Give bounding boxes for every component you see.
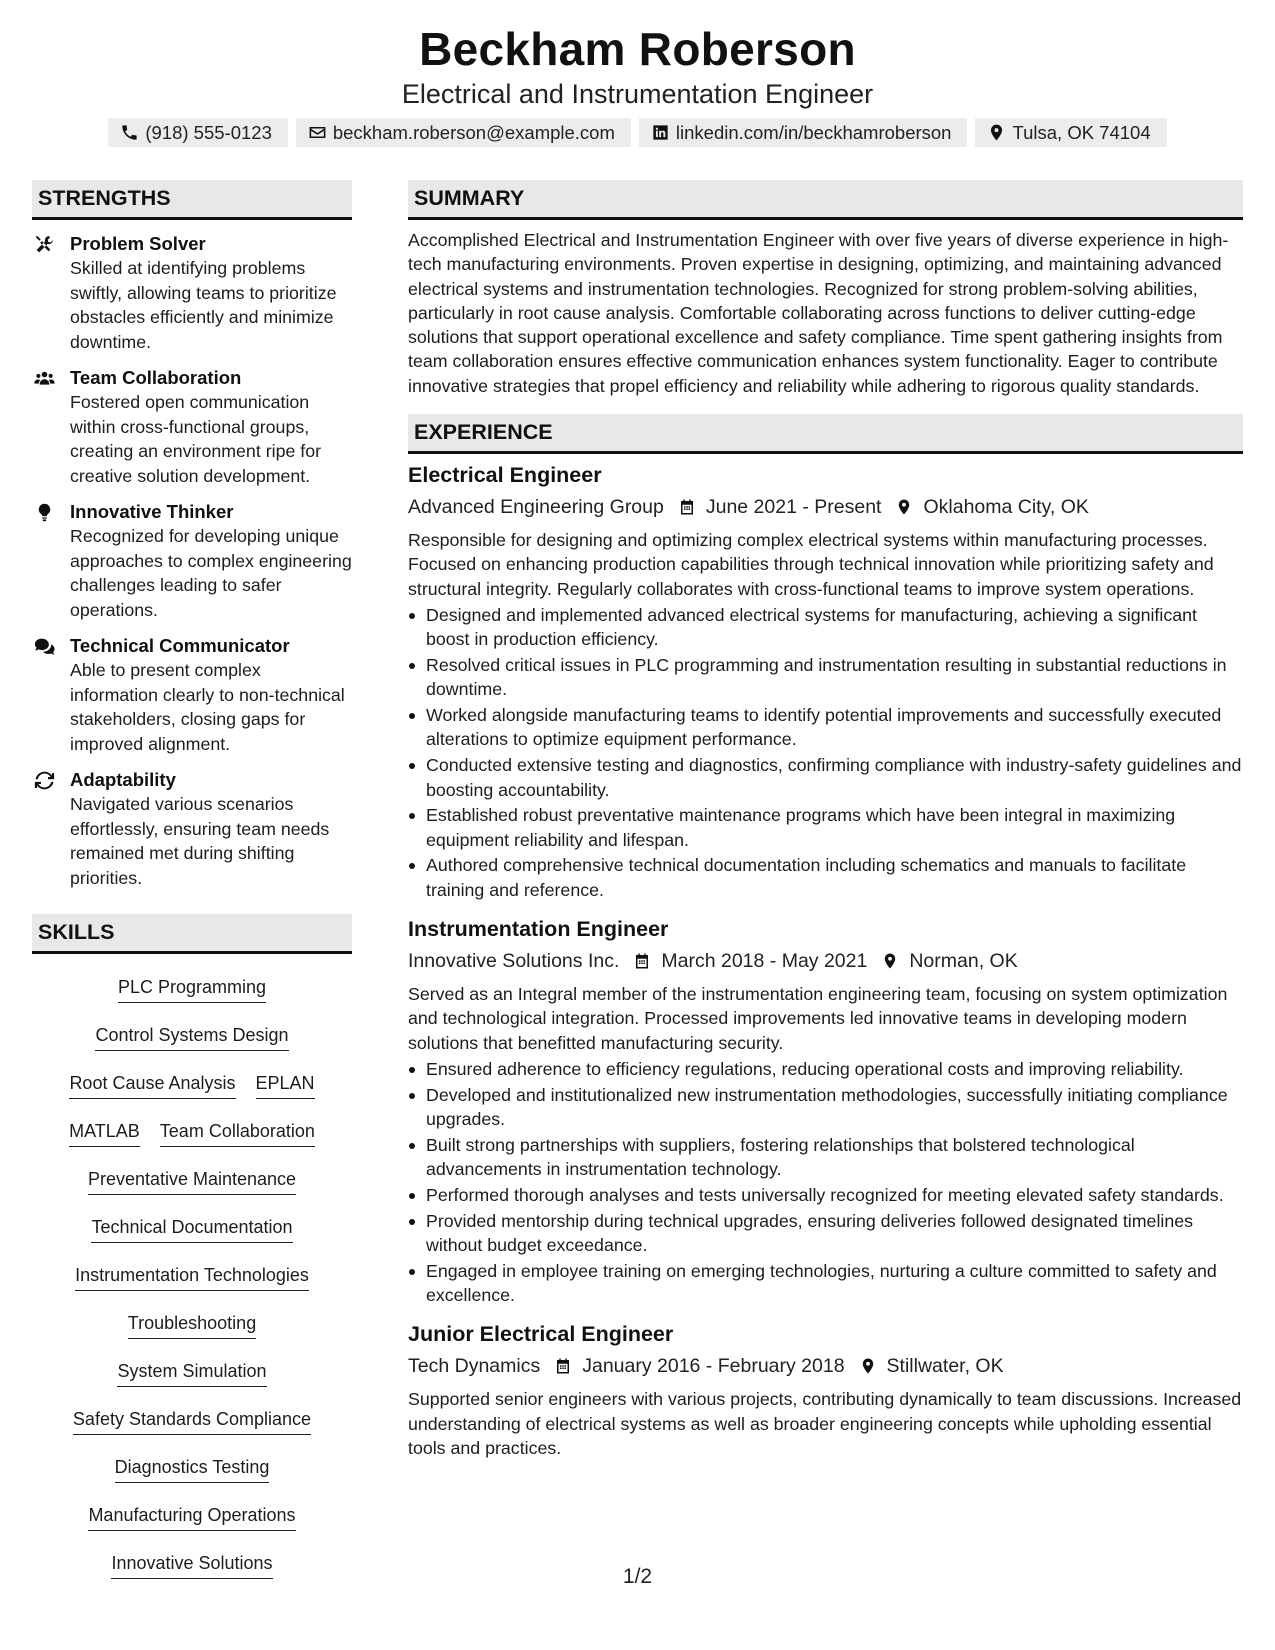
contact-linkedin-text: linkedin.com/in/beckhamroberson (675, 121, 952, 143)
skill-tag: Preventative Maintenance (88, 1167, 296, 1195)
job-dates: March 2018 - May 2021 (661, 950, 868, 973)
skill-tag: Instrumentation Technologies (75, 1263, 309, 1291)
contact-email[interactable] (296, 118, 631, 147)
strength-description: Navigated various scenarios effortlessly, ensuring team needs remained met during shifting priorities. (70, 794, 330, 888)
job-meta (408, 946, 1243, 976)
strength-title: Innovative Thinker (70, 501, 234, 522)
contact-email-text: beckham.roberson@example.com (332, 121, 615, 143)
skills-heading: SKILLS (32, 914, 352, 954)
envelope-icon (308, 123, 327, 142)
experience-heading: EXPERIENCE (408, 414, 1243, 454)
map-pin-icon (895, 498, 913, 516)
candidate-name: Beckham Roberson (419, 23, 856, 75)
job-bullets (408, 1057, 1243, 1307)
job-entry (408, 1319, 1243, 1460)
strength-item (32, 366, 352, 488)
tools-icon (34, 234, 55, 255)
job-location: Oklahoma City, OK (923, 496, 1089, 519)
job-bullet: Established robust preventative maintenance programs which have been integral in maximizing equipment reliability and lifespan. (408, 803, 1243, 852)
contact-location (975, 118, 1166, 147)
job-company: Tech Dynamics (408, 1355, 541, 1378)
job-bullet: Built strong partnerships with suppliers, fostering relationships that bolstered technological advancements in instrumentation technology. (408, 1133, 1243, 1182)
skill-tag: Innovative Solutions (111, 1551, 272, 1579)
strength-title: Team Collaboration (70, 367, 242, 388)
job-title: Electrical Engineer (408, 463, 602, 488)
contact-phone-text: (918) 555-0123 (145, 121, 272, 143)
candidate-title: Electrical and Instrumentation Engineer (401, 79, 874, 109)
strength-title: Technical Communicator (70, 635, 290, 656)
summary-text: Accomplished Electrical and Instrumentation Engineer with over five years of diverse experience in high-tech manufacturing environments. Proven expertise in designing, optimizing, and maintaining advanced electrical systems and instrumentation technologies. Recognized for strong problem-solving abilities, particularly in root cause analysis. Comfortable collaborating across functions to deliver cutting-edge solutions that support operational excellence and safety compliance. Time spent gathering insights from team collaboration ensures effective communication enhances system functionality. Eager to contribute innovative strategies that propel efficiency and reliability while adhering to rigorous quality standards. (408, 230, 1229, 396)
job-bullet: Worked alongside manufacturing teams to identify potential improvements and successfully executed alterations to optimize equipment performance. (408, 703, 1243, 752)
strength-description: Skilled at identifying problems swiftly, allowing teams to prioritize obstacles efficiently and minimize downtime. (70, 258, 337, 352)
strength-title: Adaptability (70, 769, 176, 790)
job-description: Supported senior engineers with various projects, contributing dynamically to team discussions. Increased understanding of electrical systems as well as broader engineering concepts while upholding essential tools and practices. (408, 1389, 1242, 1458)
contact-linkedin[interactable] (639, 118, 968, 147)
contact-phone (108, 118, 288, 147)
page-number: 1/2 (622, 1565, 653, 1588)
lightbulb-icon (34, 502, 55, 523)
skill-tag: Diagnostics Testing (115, 1455, 270, 1483)
comments-icon (34, 636, 55, 657)
summary-heading: SUMMARY (408, 180, 1243, 220)
skill-tag: Team Collaboration (160, 1119, 315, 1147)
contact-location-text: Tulsa, OK 74104 (1012, 121, 1151, 143)
strength-item (32, 232, 352, 354)
skill-tag: System Simulation (117, 1359, 266, 1387)
skill-tag: EPLAN (256, 1071, 315, 1099)
job-company: Innovative Solutions Inc. (408, 950, 620, 973)
job-bullet: Developed and institutionalized new instrumentation methodologies, successfully initiating compliance upgrades. (408, 1083, 1243, 1132)
job-bullet: Resolved critical issues in PLC programming and instrumentation resulting in substantial reductions in downtime. (408, 653, 1243, 702)
skill-tag: Technical Documentation (91, 1215, 292, 1243)
strength-item (32, 768, 352, 890)
map-pin-icon (859, 1357, 877, 1375)
job-title: Instrumentation Engineer (408, 917, 669, 942)
right-column (408, 180, 1243, 1460)
contact-bar (0, 118, 1275, 147)
skills-list (32, 968, 352, 1592)
job-bullet: Conducted extensive testing and diagnostics, confirming compliance with industry-safety guidelines and boosting accountability. (408, 753, 1243, 802)
job-description: Served as an Integral member of the instrumentation engineering team, focusing on system optimization and technological integration. Processed improvements led innovative teams in developing modern solutions that benefitted manufacturing security. (408, 984, 1228, 1053)
job-location: Stillwater, OK (886, 1355, 1004, 1378)
skill-tag: Root Cause Analysis (69, 1071, 235, 1099)
job-entry (408, 914, 1243, 1307)
calendar-icon (554, 1357, 572, 1375)
job-bullet: Engaged in employee training on emerging technologies, nurturing a culture committed to safety and excellence. (408, 1259, 1243, 1308)
job-location: Norman, OK (909, 950, 1018, 973)
skill-tag: Troubleshooting (128, 1311, 256, 1339)
users-icon (34, 368, 55, 389)
sync-icon (34, 770, 55, 791)
resume-header (0, 0, 1275, 147)
strength-description: Able to present complex information clearly to non-technical stakeholders, closing gaps for improved alignment. (70, 660, 345, 754)
left-column (32, 180, 352, 1592)
job-dates: January 2016 - February 2018 (582, 1355, 845, 1378)
job-meta (408, 1351, 1243, 1381)
map-pin-icon (881, 952, 899, 970)
calendar-icon (633, 952, 651, 970)
strength-description: Fostered open communication within cross-functional groups, creating an environment ripe for creative solution development. (70, 392, 322, 486)
job-bullets (408, 603, 1243, 902)
strength-title: Problem Solver (70, 233, 206, 254)
job-title: Junior Electrical Engineer (408, 1322, 674, 1347)
job-description: Responsible for designing and optimizing complex electrical systems within manufacturing processes. Focused on enhancing production capabilities through technical innovation while prioritizing safety and structural integrity. Regularly collaborates with cross-functional teams to improve system operations. (408, 530, 1214, 599)
job-bullet: Provided mentorship during technical upgrades, ensuring deliveries followed designated timelines without budget exceedance. (408, 1209, 1243, 1258)
job-bullet: Authored comprehensive technical documentation including schematics and manuals to facilitate training and reference. (408, 853, 1243, 902)
skill-tag: Manufacturing Operations (88, 1503, 295, 1531)
strength-item (32, 500, 352, 622)
job-meta (408, 492, 1243, 522)
job-dates: June 2021 - Present (705, 496, 882, 519)
phone-icon (120, 123, 139, 142)
skill-tag: MATLAB (69, 1119, 140, 1147)
strength-item (32, 634, 352, 756)
job-company: Advanced Engineering Group (408, 496, 664, 519)
calendar-icon (678, 498, 696, 516)
map-pin-icon (987, 123, 1006, 142)
job-bullet: Ensured adherence to efficiency regulations, reducing operational costs and improving reliability. (408, 1057, 1243, 1081)
strengths-heading: STRENGTHS (32, 180, 352, 220)
linkedin-icon (651, 123, 670, 142)
job-bullet: Designed and implemented advanced electrical systems for manufacturing, achieving a significant boost in production efficiency. (408, 603, 1243, 652)
job-entry (408, 460, 1243, 902)
job-bullet: Performed thorough analyses and tests universally recognized for meeting elevated safety standards. (408, 1183, 1243, 1207)
skill-tag: PLC Programming (118, 975, 266, 1003)
strength-description: Recognized for developing unique approaches to complex engineering challenges leading to safer operations. (70, 526, 352, 620)
skill-tag: Control Systems Design (95, 1023, 288, 1051)
skill-tag: Safety Standards Compliance (73, 1407, 311, 1435)
